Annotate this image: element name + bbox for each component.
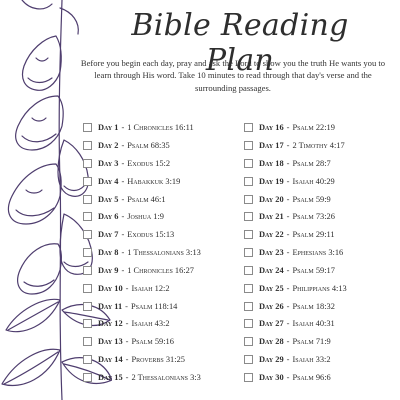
separator: -	[286, 301, 290, 311]
scripture-reference: Isaiah 40:31	[292, 319, 335, 329]
scripture-reference: Psalm 22:19	[292, 123, 335, 133]
checkbox[interactable]	[83, 212, 92, 221]
day-label: Day 23	[259, 248, 284, 258]
scripture-reference: Exodus 15:2	[127, 158, 171, 168]
foxglove-bell	[18, 244, 62, 294]
scripture-reference: 1 Chronicles 16:11	[127, 123, 194, 133]
separator: -	[286, 123, 290, 133]
checkbox[interactable]	[83, 355, 92, 364]
reading-item	[244, 264, 347, 278]
reading-list-right	[244, 121, 347, 388]
day-label: Day 6	[98, 212, 119, 222]
day-label: Day 24	[259, 265, 284, 275]
scripture-reference: 1 Thessalonians 3:13	[127, 248, 201, 258]
reading-item	[83, 157, 201, 171]
scripture-reference: Psalm 28:7	[292, 158, 331, 168]
reading-item	[83, 174, 201, 188]
day-label: Day 18	[259, 158, 284, 168]
scripture-reference: Psalm 46:1	[127, 194, 166, 204]
foxglove-bell	[16, 96, 64, 150]
checkbox[interactable]	[244, 212, 253, 221]
checkbox[interactable]	[244, 266, 253, 275]
day-label: Day 26	[259, 301, 284, 311]
day-label: Day 9	[98, 265, 119, 275]
day-label: Day 4	[98, 176, 119, 186]
separator: -	[286, 337, 290, 347]
checkbox[interactable]	[83, 141, 92, 150]
checkbox[interactable]	[83, 284, 92, 293]
reading-item	[83, 121, 201, 135]
separator: -	[121, 158, 125, 168]
reading-item	[244, 192, 347, 206]
intro-text: Before you begin each day, pray and ask the Lord to show you the truth He wants you to learn through His word. Take 10 minutes to read through that day's verse and the surrounding passages.	[80, 58, 386, 93]
scripture-reference: Psalm 59:9	[292, 194, 331, 204]
scripture-reference: Proverbs 31:25	[131, 355, 185, 365]
day-label: Day 28	[259, 337, 284, 347]
day-label: Day 16	[259, 123, 284, 133]
separator: -	[125, 372, 129, 382]
separator: -	[121, 265, 125, 275]
checkbox[interactable]	[83, 319, 92, 328]
reading-item	[83, 299, 201, 313]
leaf	[2, 349, 60, 385]
scripture-reference: Psalm 68:35	[127, 141, 170, 151]
checkbox[interactable]	[244, 177, 253, 186]
checkbox[interactable]	[83, 230, 92, 239]
day-label: Day 13	[98, 337, 123, 347]
scripture-reference: Psalm 118:14	[130, 301, 178, 311]
day-label: Day 3	[98, 158, 119, 168]
reading-item	[83, 264, 201, 278]
scripture-reference: Isaiah 43:2	[131, 319, 170, 329]
foxglove-bell	[23, 36, 62, 90]
checkbox[interactable]	[83, 266, 92, 275]
day-label: Day 25	[259, 283, 284, 293]
reading-item	[244, 121, 347, 135]
reading-item	[83, 371, 201, 385]
day-label: Day 1	[98, 123, 119, 133]
scripture-reference: Psalm 29:11	[292, 230, 335, 240]
checkbox[interactable]	[83, 373, 92, 382]
scripture-reference: 1 Chronicles 16:27	[127, 265, 194, 275]
day-label: Day 27	[259, 319, 284, 329]
checkbox[interactable]	[244, 230, 253, 239]
scripture-reference: Ephesians 3:16	[292, 248, 344, 258]
checkbox[interactable]	[244, 248, 253, 257]
day-label: Day 17	[259, 141, 284, 151]
separator: -	[121, 123, 125, 133]
checkbox[interactable]	[244, 284, 253, 293]
separator: -	[125, 283, 129, 293]
day-label: Day 14	[98, 355, 123, 365]
reading-item	[244, 210, 347, 224]
checkbox[interactable]	[244, 319, 253, 328]
day-label: Day 22	[259, 230, 284, 240]
checkbox[interactable]	[83, 195, 92, 204]
scripture-reference: Habakkuk 3:19	[127, 176, 181, 186]
scripture-reference: Isaiah 40:29	[292, 176, 335, 186]
scripture-reference: Exodus 15:13	[127, 230, 175, 240]
scripture-reference: Joshua 1:9	[127, 212, 164, 222]
day-label: Day 2	[98, 141, 119, 151]
reading-item	[244, 353, 347, 367]
separator: -	[125, 337, 129, 347]
reading-item	[83, 210, 201, 224]
separator: -	[286, 194, 290, 204]
separator: -	[121, 176, 125, 186]
checkbox[interactable]	[83, 123, 92, 132]
reading-item	[244, 299, 347, 313]
day-label: Day 30	[259, 372, 284, 382]
separator: -	[286, 248, 290, 258]
scripture-reference: Psalm 59:16	[131, 337, 174, 347]
scripture-reference: Psalm 96:6	[292, 372, 331, 382]
day-label: Day 7	[98, 230, 119, 240]
separator: -	[286, 283, 290, 293]
separator: -	[286, 372, 290, 382]
reading-list-left	[83, 121, 201, 388]
reading-item	[83, 246, 201, 260]
checkbox[interactable]	[83, 248, 92, 257]
reading-item	[83, 281, 201, 295]
day-label: Day 15	[98, 372, 123, 382]
reading-item	[244, 317, 347, 331]
day-label: Day 19	[259, 176, 284, 186]
checkbox[interactable]	[244, 355, 253, 364]
page-title: Bible Reading Plan	[131, 8, 349, 78]
checkbox[interactable]	[83, 177, 92, 186]
reading-item	[83, 335, 201, 349]
reading-item	[83, 228, 201, 242]
separator: -	[286, 158, 290, 168]
separator: -	[121, 212, 125, 222]
day-label: Day 10	[98, 283, 123, 293]
checkbox[interactable]	[244, 141, 253, 150]
scripture-reference: Psalm 71:9	[292, 337, 331, 347]
day-label: Day 21	[259, 212, 284, 222]
checkbox[interactable]	[244, 337, 253, 346]
reading-item	[244, 335, 347, 349]
checkbox[interactable]	[244, 373, 253, 382]
checkbox[interactable]	[244, 195, 253, 204]
reading-item	[244, 281, 347, 295]
checkbox[interactable]	[83, 159, 92, 168]
day-label: Day 12	[98, 319, 123, 329]
scripture-reference: 2 Thessalonians 3:3	[131, 372, 201, 382]
separator: -	[121, 248, 125, 258]
reading-item	[244, 174, 347, 188]
checkbox[interactable]	[244, 123, 253, 132]
separator: -	[121, 230, 125, 240]
separator: -	[286, 265, 290, 275]
checkbox[interactable]	[83, 302, 92, 311]
reading-item	[83, 353, 201, 367]
day-label: Day 20	[259, 194, 284, 204]
reading-item	[244, 246, 347, 260]
day-label: Day 8	[98, 248, 119, 258]
scripture-reference: Psalm 18:32	[292, 301, 335, 311]
separator: -	[286, 176, 290, 186]
scripture-reference: Philippians 4:13	[292, 283, 347, 293]
reading-item	[244, 157, 347, 171]
separator: -	[125, 355, 129, 365]
separator: -	[286, 212, 290, 222]
scripture-reference: 2 Timothy 4:17	[292, 141, 345, 151]
leaf	[6, 299, 60, 331]
scripture-reference: Psalm 59:17	[292, 265, 335, 275]
reading-item	[83, 139, 201, 153]
reading-item	[83, 317, 201, 331]
reading-item	[244, 139, 347, 153]
day-label: Day 5	[98, 194, 119, 204]
reading-item	[244, 371, 347, 385]
separator: -	[286, 319, 290, 329]
scripture-reference: Psalm 73:26	[292, 212, 335, 222]
separator: -	[286, 230, 290, 240]
scripture-reference: Isaiah 33:2	[292, 355, 331, 365]
day-label: Day 11	[98, 301, 123, 311]
checkbox[interactable]	[244, 159, 253, 168]
foxglove-bell	[8, 164, 61, 224]
separator: -	[125, 319, 129, 329]
scripture-reference: Isaiah 12:2	[131, 283, 170, 293]
separator: -	[286, 141, 290, 151]
checkbox[interactable]	[244, 302, 253, 311]
separator: -	[121, 141, 125, 151]
separator: -	[125, 301, 128, 311]
reading-item	[244, 228, 347, 242]
separator: -	[121, 194, 125, 204]
checkbox[interactable]	[83, 337, 92, 346]
day-label: Day 29	[259, 355, 284, 365]
separator: -	[286, 355, 290, 365]
reading-item	[83, 192, 201, 206]
